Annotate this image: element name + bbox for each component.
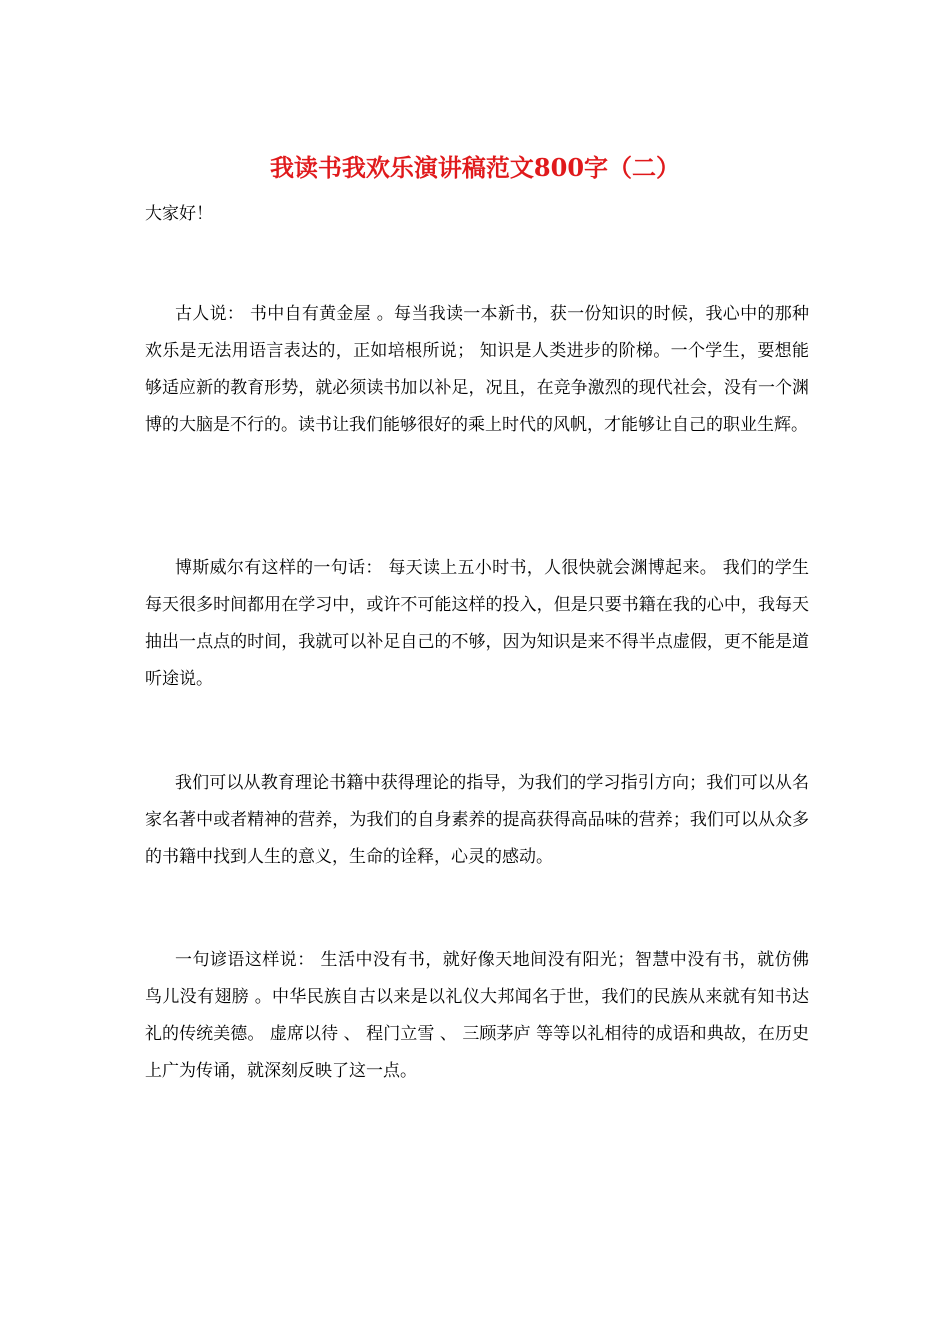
paragraph-3: 我们可以从教育理论书籍中获得理论的指导，为我们的学习指引方向；我们可以从名家名著中或者精神的营养，为我们的自身素养的提高获得高品味的营养；我们可以从众多的书籍中找到人生的意义，生命的诠释，心灵的感动。 [145,773,809,867]
paragraph-2: 博斯威尔有这样的一句话： 每天读上五小时书，人很快就会渊博起来。 我们的学生每天很多时间都用在学习中，或许不可能这样的投入，但是只要书籍在我的心中，我每天抽出一点点的时间，我就可以补足自己的不够，因为知识是来不得半点虚假，更不能是道听途说。 [145,558,809,689]
paragraph-1: 古人说： 书中自有黄金屋 。每当我读一本新书，获一份知识的时候，我心中的那种欢乐是无法用语言表达的，正如培根所说； 知识是人类进步的阶梯。一个学生，要想能够适应新的教育形势，就必须读书加以补足，况且，在竞争激烈的现代社会，没有一个渊博的大脑是不行的。读书让我们能够很好的乘上时代的风帆，才能够让自己的职业生辉。 [145,304,809,435]
document-title: 我读书我欢乐演讲稿范文800字（二） [269,153,681,182]
greeting: 大家好！ [145,204,213,224]
paragraph-4: 一句谚语这样说： 生活中没有书，就好像天地间没有阳光；智慧中没有书，就仿佛鸟儿没有翅膀 。中华民族自古以来是以礼仪大邦闻名于世，我们的民族从来就有知书达礼的传统美德。 虚席以待 、 程门立雪 、 三顾茅庐 等等以礼相待的成语和典故，在历史上广为传诵，就深刻反映了这一点。 [145,950,809,1081]
